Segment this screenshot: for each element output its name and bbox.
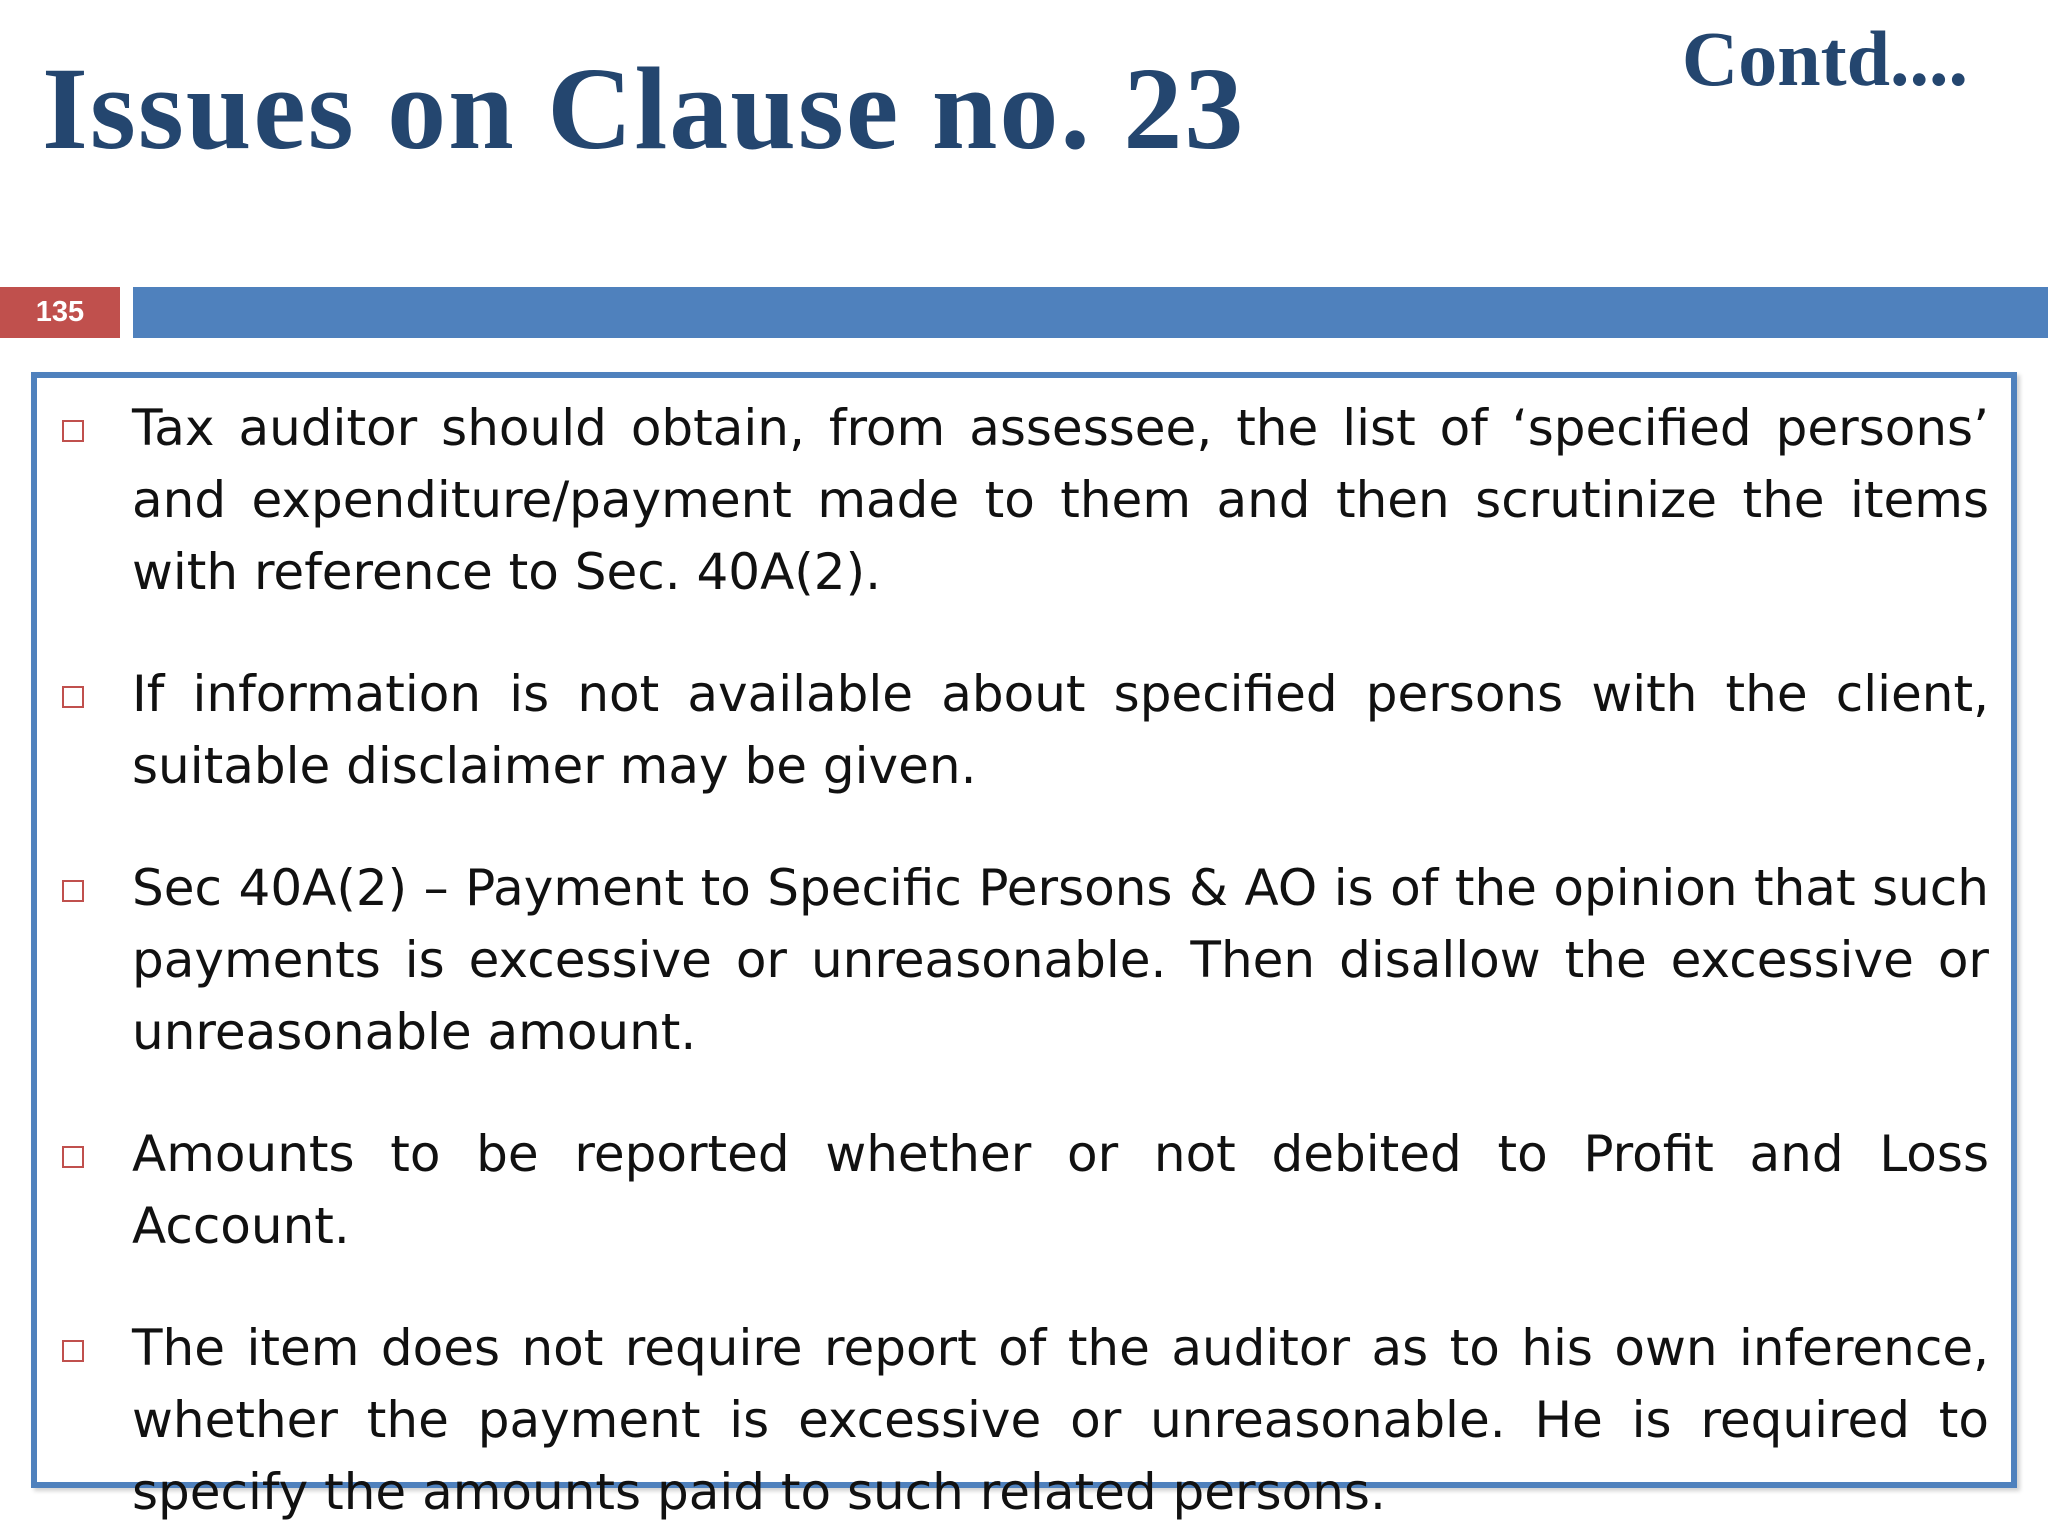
bullet-text: The item does not require report of the auditor as to his own inference, whether the payment is excessive or unreasonable. He is required to specify the amounts paid to such related persons. <box>132 1319 1989 1521</box>
contd-label: Contd.... <box>1681 15 1968 102</box>
square-bullet-icon <box>62 420 84 442</box>
bullet-item <box>37 1312 2011 1528</box>
bullet-text: If information is not available about specified persons with the client, suitable disclaimer may be given. <box>132 665 1989 795</box>
bullet-item <box>37 1118 2011 1262</box>
slide-title: Issues on Clause no. 23 <box>42 43 1246 174</box>
bullet-item <box>37 392 2011 608</box>
bullet-text: Tax auditor should obtain, from assessee, the list of ‘specified persons’ and expenditure/payment made to them and then scrutinize the items with reference to Sec. 40A(2). <box>132 399 1989 601</box>
bullet-text: Amounts to be reported whether or not debited to Profit and Loss Account. <box>132 1125 1989 1255</box>
bullet-list <box>37 392 2011 1536</box>
square-bullet-icon <box>62 880 84 902</box>
bullet-text: Sec 40A(2) – Payment to Specific Persons & AO is of the opinion that such payments is excessive or unreasonable. Then disallow the excessive or unreasonable amount. <box>132 859 1989 1061</box>
square-bullet-icon <box>62 686 84 708</box>
content-box <box>31 372 2017 1521</box>
square-bullet-icon <box>62 1340 84 1362</box>
bullet-item <box>37 658 2011 802</box>
square-bullet-icon <box>62 1146 84 1168</box>
header-accent-bar <box>133 287 2048 338</box>
bullet-item <box>37 852 2011 1068</box>
slide-number-badge: 135 <box>0 287 120 338</box>
